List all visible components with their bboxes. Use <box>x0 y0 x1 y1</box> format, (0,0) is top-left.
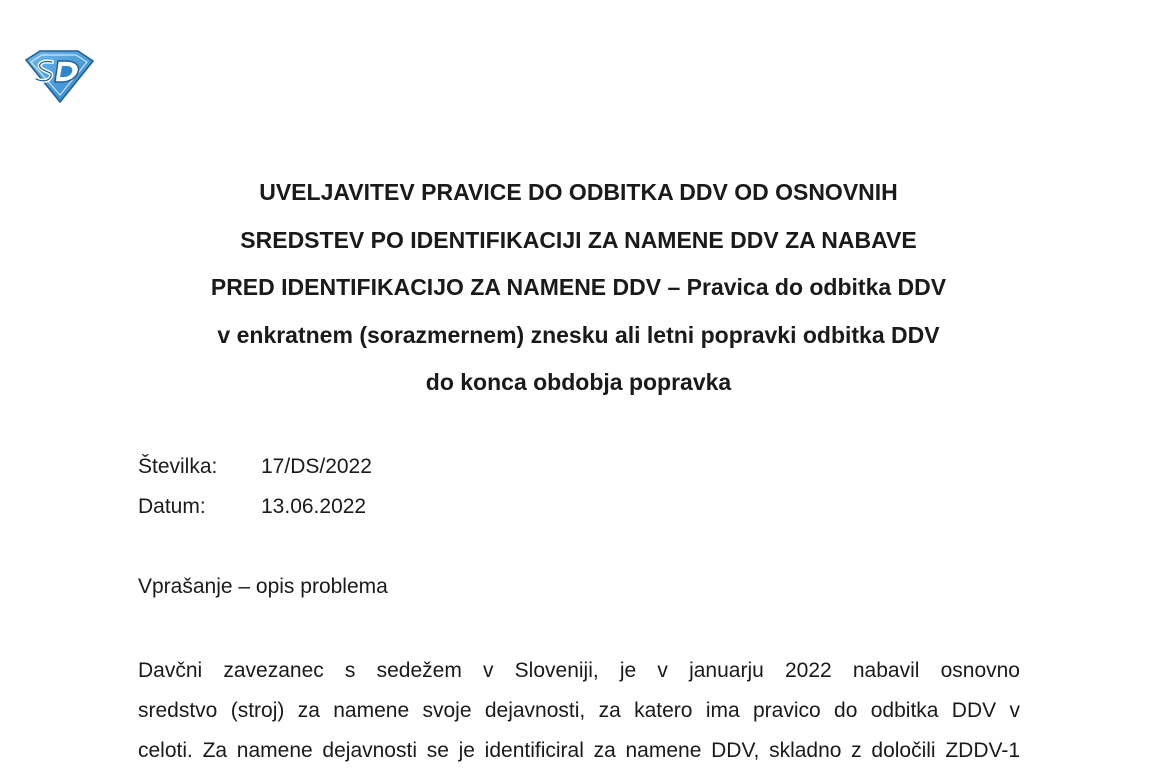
title-line: do konca obdobja popravka <box>425 369 732 395</box>
body-paragraph <box>138 651 1020 771</box>
body-line: Davčni zavezanec s sedežem v Sloveniji, je v januarju 2022 nabavil osnovno <box>138 659 1020 682</box>
date-label: Datum: <box>138 495 206 518</box>
body-line: sredstvo (stroj) za namene svoje dejavnosti, za katero ima pravico do odbitka DDV v <box>138 699 1020 722</box>
document-meta <box>138 451 372 531</box>
date-row <box>138 491 372 531</box>
body-line: celoti. Za namene dejavnosti se je identificiral za namene DDV, skladno z določili ZDDV-1 <box>138 739 1020 762</box>
title-line: v enkratnem (sorazmernem) znesku ali letni popravki odbitka DDV <box>217 321 940 348</box>
number-row <box>138 451 372 491</box>
number-label: Številka: <box>138 455 218 478</box>
title-line: UVELJAVITEV PRAVICE DO ODBITKA DDV OD OSNOVNIH <box>259 179 898 205</box>
number-value: 17/DS/2022 <box>261 455 372 478</box>
company-logo-icon <box>22 48 96 104</box>
date-value: 13.06.2022 <box>261 495 367 518</box>
title-line: SREDSTEV PO IDENTIFIKACIJI ZA NAMENE DDV ZA NABAVE <box>240 226 917 253</box>
title-line: PRED IDENTIFIKACIJO ZA NAMENE DDV – Pravica do odbitka DDV <box>210 274 947 300</box>
document-title <box>120 169 1037 407</box>
section-heading: Vprašanje – opis problema <box>138 575 388 598</box>
